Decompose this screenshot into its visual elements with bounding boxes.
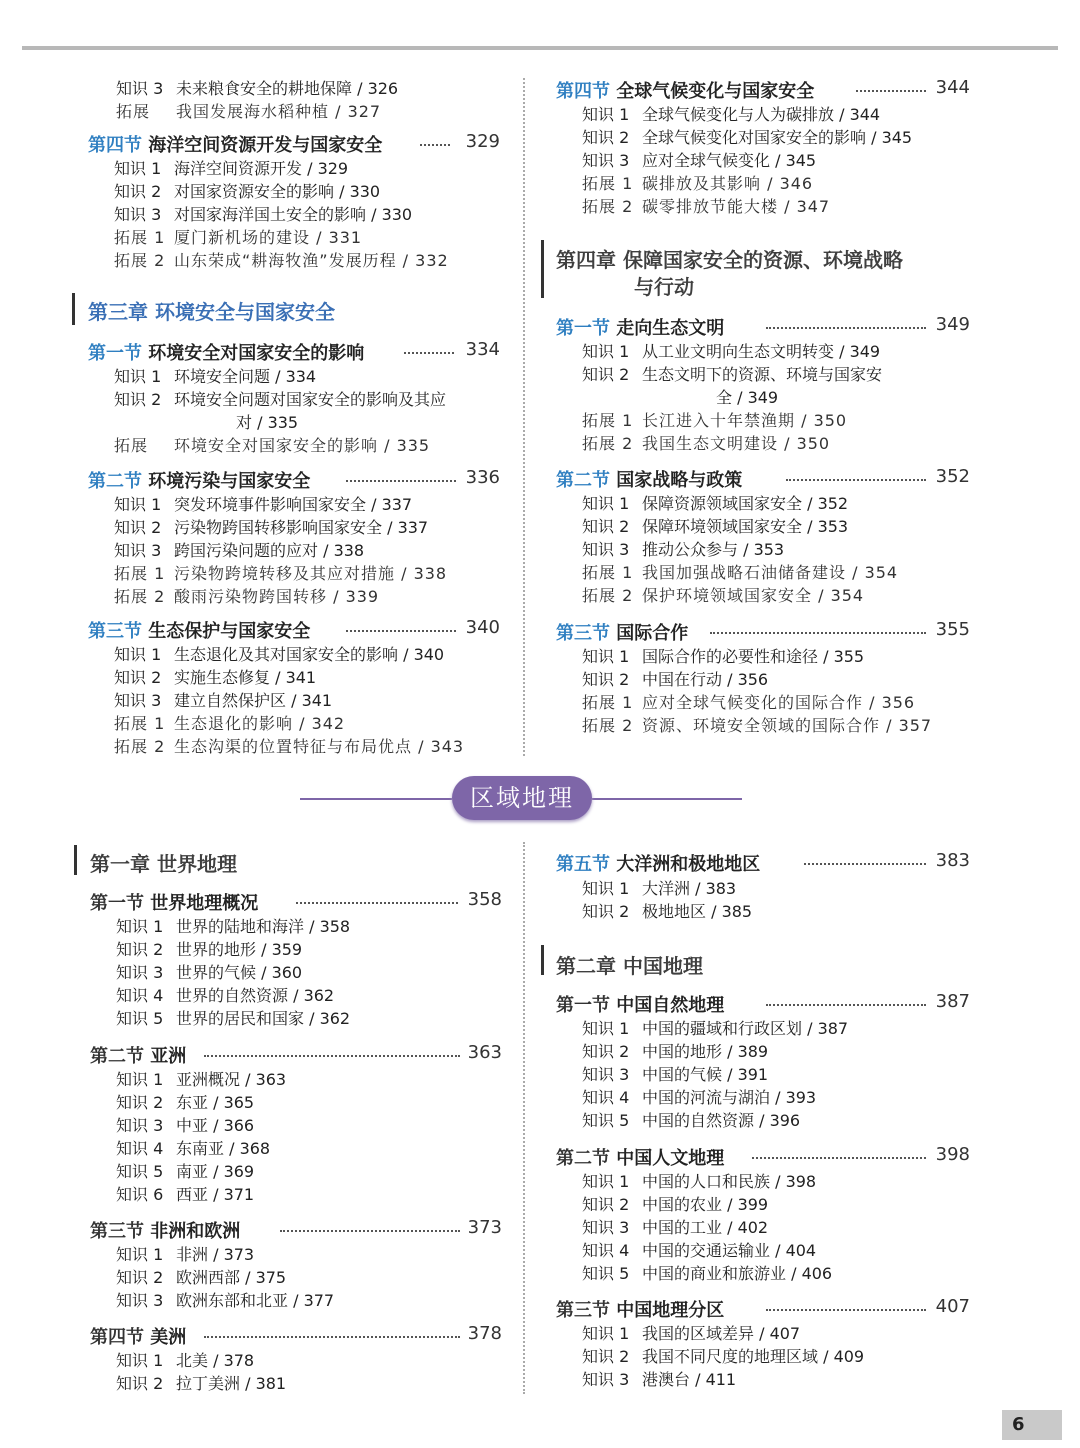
item-label: 知识 2: [582, 1195, 630, 1214]
item-text: 东南亚 / 368: [176, 1139, 271, 1158]
section-title: 美洲: [150, 1327, 187, 1348]
item-label: 知识 2: [582, 128, 630, 147]
leader-dots: [204, 1055, 460, 1057]
section-number: 第二节: [556, 470, 610, 491]
toc-item: [116, 1265, 286, 1288]
item-text: 碳排放及其影响 / 346: [642, 174, 814, 193]
chapter-title: 第四章 保障国家安全的资源、环境战略: [556, 248, 903, 272]
page-ref: 340: [465, 617, 500, 638]
item-text: 资源、环境安全领域的国际合作 / 357: [642, 716, 933, 735]
item-label: 知识 4: [116, 986, 164, 1005]
item-label: 知识 6: [116, 1185, 164, 1204]
item-text: 中亚 / 366: [176, 1116, 255, 1135]
item-text: 碳零排放节能大楼 / 347: [642, 197, 831, 216]
leader-dots: [296, 902, 458, 904]
section-title: 亚洲: [150, 1046, 187, 1067]
leader-dots: [804, 863, 926, 865]
item-label: 拓展 2: [582, 197, 634, 216]
leader-dots: [766, 1309, 926, 1311]
item-label: 拓展 1: [114, 228, 166, 247]
page-ref: 355: [935, 619, 970, 640]
item-text: 世界的自然资源 / 362: [176, 986, 335, 1005]
item-text: 南亚 / 369: [176, 1162, 255, 1181]
item-label: 拓展 1: [114, 564, 166, 583]
chapter-bar: [541, 240, 544, 298]
item-text: 实施生态修复 / 341: [174, 668, 317, 687]
section-heading: [90, 889, 502, 915]
toc-item: [116, 1067, 286, 1090]
item-label: 知识 1: [116, 917, 164, 936]
section-title: 非洲和欧洲: [150, 1221, 241, 1242]
leader-dots: [204, 1336, 460, 1338]
item-label: 知识 1: [116, 1351, 164, 1370]
item-text: 未来粮食安全的耕地保障 / 326: [176, 79, 399, 98]
item-label: 知识 2: [582, 1347, 630, 1366]
leader-dots: [766, 1004, 926, 1006]
item-text: 中国的商业和旅游业 / 406: [642, 1264, 833, 1283]
item-text: 中国的自然资源 / 396: [642, 1111, 801, 1130]
toc-item: [116, 1159, 254, 1182]
toc-item: [116, 1288, 334, 1311]
section-title: 生态保护与国家安全: [148, 621, 311, 642]
section-title: 环境安全对国家安全的影响: [148, 343, 365, 364]
page-ref: 344: [935, 77, 970, 98]
section-title: 国家战略与政策: [616, 470, 743, 491]
item-label: 知识 3: [116, 1116, 164, 1135]
section-number: 第三节: [556, 1300, 610, 1321]
item-label: 拓展 1: [582, 563, 634, 582]
item-label: 知识 4: [116, 1139, 164, 1158]
section-title: 国际合作: [616, 623, 689, 644]
chapter-bar: [74, 845, 77, 875]
toc-item: [116, 937, 302, 960]
item-label: 知识 1: [582, 1324, 630, 1343]
item-text: 港澳台 / 411: [642, 1370, 737, 1389]
item-label: 拓展 2: [582, 716, 634, 735]
toc-item: [582, 1108, 800, 1131]
section-heading: [556, 1144, 970, 1170]
section-number: 第三节: [88, 621, 142, 642]
toc-item: [582, 899, 752, 922]
toc-item: [116, 1348, 254, 1371]
item-text: 世界的陆地和海洋 / 358: [176, 917, 351, 936]
item-label: 知识 2: [116, 940, 164, 959]
item-label: 知识 3: [582, 1370, 630, 1389]
item-text: 全 / 349: [716, 388, 779, 407]
item-text: 应对全球气候变化 / 345: [642, 151, 817, 170]
page-number: 6: [1002, 1410, 1062, 1440]
section-title: 大洋洲和极地地区: [616, 854, 761, 875]
item-text: 中国的工业 / 402: [642, 1218, 769, 1237]
page-ref: 407: [935, 1296, 970, 1317]
item-label: 知识 3: [582, 151, 630, 170]
item-text: 西亚 / 371: [176, 1185, 255, 1204]
item-label: 知识 3: [582, 1065, 630, 1084]
item-text: 亚洲概况 / 363: [176, 1070, 287, 1089]
toc-item: [116, 1113, 254, 1136]
page-ref: 387: [935, 991, 970, 1012]
item-label: 拓展 2: [582, 434, 634, 453]
item-text: 生态退化的影响 / 342: [174, 714, 346, 733]
item-label: 拓展 1: [582, 693, 634, 712]
column-divider: [523, 842, 525, 1394]
page-ref: 349: [935, 314, 970, 335]
page-ref: 358: [467, 889, 502, 910]
item-label: 知识 1: [582, 105, 630, 124]
item-text: 世界的地形 / 359: [176, 940, 303, 959]
item-label: 拓展 2: [114, 251, 166, 270]
item-text: 中国的疆域和行政区划 / 387: [642, 1019, 849, 1038]
item-text: 保护环境领域国家安全 / 354: [642, 586, 865, 605]
item-label: 拓展 2: [114, 587, 166, 606]
section-number: 第一节: [556, 318, 610, 339]
page-ref: 373: [467, 1217, 502, 1238]
item-label: 知识 1: [116, 1245, 164, 1264]
toc-item: [582, 876, 736, 899]
item-text: 非洲 / 373: [176, 1245, 255, 1264]
section-heading: [556, 1296, 970, 1322]
item-label: 知识 3: [116, 79, 164, 98]
item-label: 知识 1: [114, 367, 162, 386]
section-number: 第三节: [556, 623, 610, 644]
toc-item: [582, 1016, 848, 1039]
page-ref: 329: [465, 131, 500, 152]
item-label: 知识 5: [582, 1264, 630, 1283]
item-text: 跨国污染问题的应对 / 338: [174, 541, 365, 560]
toc-item: [116, 1242, 254, 1265]
toc-item: [582, 1215, 768, 1238]
item-label: 知识 1: [116, 1070, 164, 1089]
item-text: 国际合作的必要性和途径 / 355: [642, 647, 865, 666]
item-text: 环境安全对国家安全的影响 / 335: [174, 436, 431, 455]
section-title: 中国自然地理: [616, 995, 725, 1016]
toc-item: [116, 1371, 286, 1394]
toc-item: [582, 1192, 768, 1215]
page-ref: 334: [465, 339, 500, 360]
page-ref: 378: [467, 1323, 502, 1344]
item-label: 知识 1: [114, 159, 162, 178]
item-label: 拓展 1: [114, 714, 166, 733]
toc-item: [582, 1169, 816, 1192]
section-title: 海洋空间资源开发与国家安全: [148, 135, 383, 156]
item-label: 知识 5: [116, 1009, 164, 1028]
item-text: 突发环境事件影响国家安全 / 337: [174, 495, 413, 514]
item-text: 拉丁美洲 / 381: [176, 1374, 287, 1393]
toc-item: [582, 1062, 768, 1085]
item-text: 酸雨污染物跨国转移 / 339: [174, 587, 380, 606]
toc-item: [116, 983, 334, 1006]
region-title: 区域地理: [452, 776, 592, 820]
item-text: 全球气候变化对国家安全的影响 / 345: [642, 128, 913, 147]
item-text: 对国家海洋国土安全的影响 / 330: [174, 205, 413, 224]
section-heading: [556, 991, 970, 1017]
item-text: 保障环境领域国家安全 / 353: [642, 517, 849, 536]
item-text: 生态退化及其对国家安全的影响 / 340: [174, 645, 445, 664]
item-label: 知识 2: [114, 182, 162, 201]
column-divider: [523, 78, 525, 756]
toc-item: [582, 1085, 816, 1108]
item-text: 海洋空间资源开发 / 329: [174, 159, 349, 178]
item-label: 知识 2: [582, 1042, 630, 1061]
item-text: 东亚 / 365: [176, 1093, 255, 1112]
toc-item: [116, 914, 350, 937]
item-text: 保障资源领域国家安全 / 352: [642, 494, 849, 513]
section-number: 第二节: [88, 471, 142, 492]
toc-item: [582, 1367, 736, 1390]
item-text: 我国不同尺度的地理区域 / 409: [642, 1347, 865, 1366]
item-label: 知识 1: [582, 647, 630, 666]
item-label: 知识 1: [114, 645, 162, 664]
item-text: 欧洲东部和北亚 / 377: [176, 1291, 335, 1310]
item-label: 知识 5: [582, 1111, 630, 1130]
left-bottom-column: [90, 0, 502, 1448]
section-title: 中国人文地理: [616, 1148, 725, 1169]
section-title: 环境污染与国家安全: [148, 471, 311, 492]
section-heading: [90, 1042, 502, 1068]
item-label: 拓展 1: [582, 411, 634, 430]
right-bottom-column: [556, 0, 970, 1448]
section-number: 第二节: [556, 1148, 610, 1169]
item-text: 我国生态文明建设 / 350: [642, 434, 831, 453]
item-text: 我国发展海水稻种植 / 327: [176, 102, 382, 121]
section-number: 第一节: [88, 343, 142, 364]
toc-item: [582, 1344, 864, 1367]
item-text: 我国加强战略石油储备建设 / 354: [642, 563, 899, 582]
section-number: 第四节: [556, 81, 610, 102]
item-label: 知识 1: [582, 1019, 630, 1038]
chapter-title: 与行动: [634, 275, 694, 299]
item-text: 污染物跨国转移影响国家安全 / 337: [174, 518, 429, 537]
item-label: 知识 2: [582, 902, 630, 921]
toc-item: [116, 1006, 350, 1029]
page-ref: 398: [935, 1144, 970, 1165]
item-label: 知识 4: [582, 1241, 630, 1260]
item-text: 中国的人口和民族 / 398: [642, 1172, 817, 1191]
item-text: 世界的居民和国家 / 362: [176, 1009, 351, 1028]
item-text: 建立自然保护区 / 341: [174, 691, 333, 710]
item-label: 知识 2: [116, 1093, 164, 1112]
item-label: 知识 1: [582, 494, 630, 513]
toc-item: [582, 1321, 800, 1344]
item-label: 知识 2: [582, 365, 630, 384]
page-ref: 336: [465, 467, 500, 488]
item-label: 知识 2: [116, 1268, 164, 1287]
item-label: 知识 3: [116, 1291, 164, 1310]
item-text: 环境安全问题 / 334: [174, 367, 317, 386]
item-text: 污染物跨境转移及其应对措施 / 338: [174, 564, 448, 583]
toc-item: [116, 1090, 254, 1113]
item-text: 对国家资源安全的影响 / 330: [174, 182, 381, 201]
item-text: 中国的农业 / 399: [642, 1195, 769, 1214]
item-label: 知识 3: [114, 205, 162, 224]
item-text: 中国的河流与湖泊 / 393: [642, 1088, 817, 1107]
item-text: 对 / 335: [236, 413, 299, 432]
item-text: 中国的地形 / 389: [642, 1042, 769, 1061]
chapter-title: 第一章 世界地理: [90, 852, 237, 876]
toc-item: [582, 1039, 768, 1062]
item-label: 知识 1: [582, 1172, 630, 1191]
section-number: 第四节: [90, 1327, 144, 1348]
item-label: 拓展: [114, 436, 149, 455]
item-text: 生态文明下的资源、环境与国家安: [642, 365, 883, 384]
item-label: 知识 3: [114, 691, 162, 710]
item-label: 知识 2: [114, 390, 162, 409]
item-label: 知识 4: [582, 1088, 630, 1107]
item-label: 拓展 1: [582, 174, 634, 193]
section-number: 第五节: [556, 854, 610, 875]
item-text: 中国的气候 / 391: [642, 1065, 769, 1084]
item-text: 极地地区 / 385: [642, 902, 753, 921]
item-text: 大洋洲 / 383: [642, 879, 737, 898]
section-heading: [90, 1217, 502, 1243]
page-ref: 383: [935, 850, 970, 871]
item-label: 知识 1: [114, 495, 162, 514]
item-text: 生态沟渠的位置特征与布局优点 / 343: [174, 737, 465, 756]
item-text: 应对全球气候变化的国际合作 / 356: [642, 693, 916, 712]
item-label: 知识 2: [116, 1374, 164, 1393]
chapter-title: 第二章 中国地理: [556, 954, 703, 978]
item-text: 长江进入十年禁渔期 / 350: [642, 411, 848, 430]
section-number: 第三节: [90, 1221, 144, 1242]
leader-dots: [752, 1157, 926, 1159]
item-text: 山东荣成“耕海牧渔”发展历程 / 332: [174, 251, 449, 270]
item-label: 知识 1: [582, 342, 630, 361]
item-text: 从工业文明向生态文明转变 / 349: [642, 342, 881, 361]
item-label: 知识 1: [582, 879, 630, 898]
item-label: 知识 3: [116, 963, 164, 982]
section-title: 世界地理概况: [150, 893, 259, 914]
item-label: 知识 2: [114, 668, 162, 687]
chapter-bar: [72, 293, 75, 325]
item-label: 知识 5: [116, 1162, 164, 1181]
item-label: 拓展 2: [114, 737, 166, 756]
section-number: 第一节: [556, 995, 610, 1016]
item-text: 环境安全问题对国家安全的影响及其应: [174, 390, 447, 409]
section-title: 全球气候变化与国家安全: [616, 81, 815, 102]
item-text: 欧洲西部 / 375: [176, 1268, 287, 1287]
item-text: 世界的气候 / 360: [176, 963, 303, 982]
page-ref: 352: [935, 466, 970, 487]
item-text: 中国的交通运输业 / 404: [642, 1241, 817, 1260]
section-number: 第四节: [88, 135, 142, 156]
item-label: 拓展: [116, 102, 151, 121]
item-label: 知识 2: [582, 517, 630, 536]
section-heading: [556, 850, 970, 876]
item-label: 知识 2: [582, 670, 630, 689]
item-text: 全球气候变化与人为碳排放 / 344: [642, 105, 881, 124]
toc-item: [582, 1261, 832, 1284]
item-text: 我国的区域差异 / 407: [642, 1324, 801, 1343]
section-number: 第一节: [90, 893, 144, 914]
item-text: 厦门新机场的建设 / 331: [174, 228, 363, 247]
page-ref: 363: [467, 1042, 502, 1063]
section-title: 中国地理分区: [616, 1300, 725, 1321]
section-number: 第二节: [90, 1046, 144, 1067]
toc-item: [582, 1238, 816, 1261]
toc-item: [116, 1182, 254, 1205]
item-label: 知识 2: [114, 518, 162, 537]
item-label: 知识 3: [582, 1218, 630, 1237]
section-heading: [90, 1323, 502, 1349]
section-title: 走向生态文明: [616, 318, 725, 339]
item-label: 知识 3: [114, 541, 162, 560]
item-label: 知识 3: [582, 540, 630, 559]
item-text: 北美 / 378: [176, 1351, 255, 1370]
item-text: 推动公众参与 / 353: [642, 540, 785, 559]
chapter-bar: [541, 945, 544, 975]
toc-item: [116, 960, 302, 983]
leader-dots: [280, 1230, 460, 1232]
chapter-title: 第三章 环境安全与国家安全: [88, 300, 335, 324]
item-text: 中国在行动 / 356: [642, 670, 769, 689]
item-label: 拓展 2: [582, 586, 634, 605]
toc-item: [116, 1136, 270, 1159]
